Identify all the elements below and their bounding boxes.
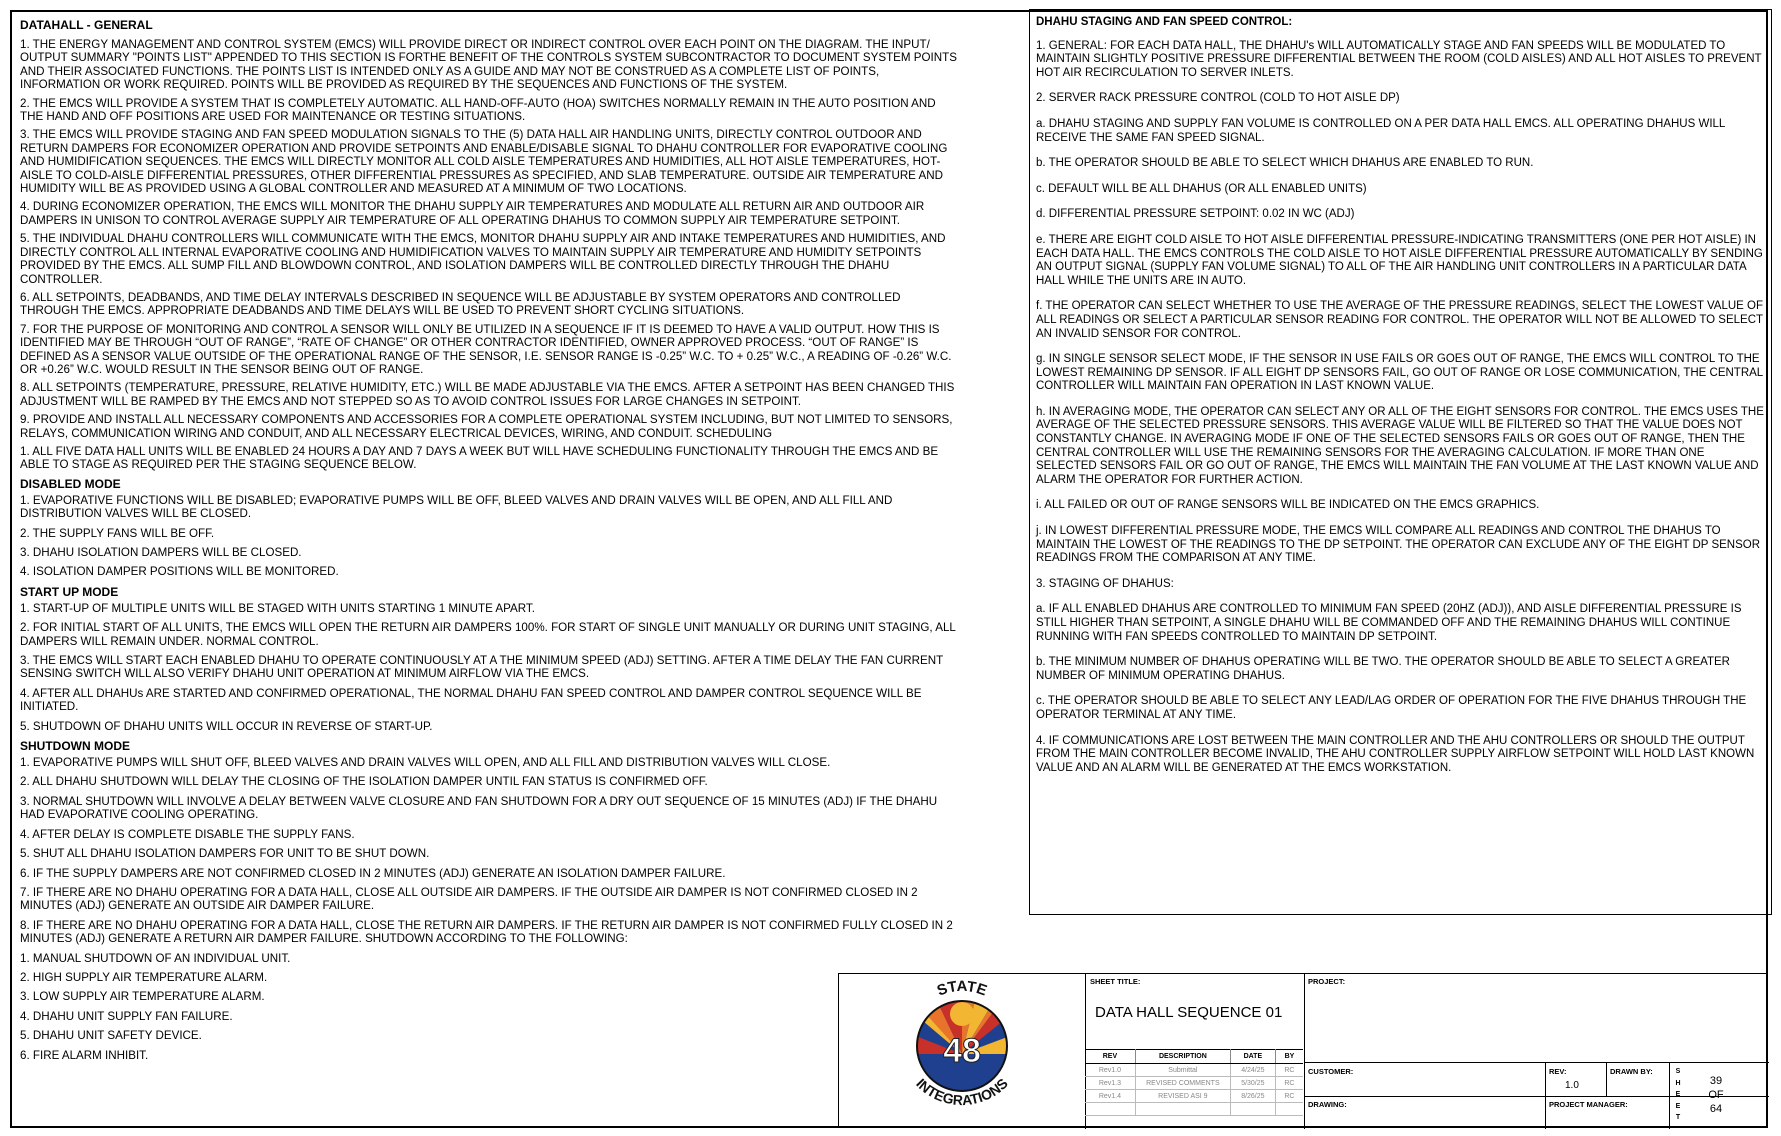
sheet-total: 64 xyxy=(1709,1103,1723,1115)
revision-row xyxy=(1085,1064,1303,1077)
general-note: 4. DURING ECONOMIZER OPERATION, THE EMCS WILL MONITOR THE DHAHU SUPPLY AIR TEMPERATURES AND MODULATE ALL RETURN AIR AND OUTDOOR AIR DAMPERS IN UNISON TO CONTROL AVERAGE SUPPLY AIR TEMPERATURE OF ALL OPERATING DHAHUS TO COMMON SUPPLY AIR TEMPERATURE SETPOINT. xyxy=(20,200,925,227)
rev-desc-cell: REVISED ASI 9 xyxy=(1135,1090,1230,1103)
revision-table xyxy=(1085,1049,1303,1116)
staging-note: 4. IF COMMUNICATIONS ARE LOST BETWEEN THE MAIN CONTROLLER AND THE AHU CONTROLLERS OR SHOULD THE OUTPUT FROM THE MAIN CONTROLLER BECOME INVALID, THE AHU CONTROLLER SUPPLY AIRFLOW SETPOINT WILL HOLD LAST KNOWN VALUE AND AN ALARM WILL BE GENERATED AT THE EMCS WORKSTATION. xyxy=(1036,734,1755,774)
rev-desc-cell: REVISED COMMENTS xyxy=(1135,1077,1230,1090)
rev-date-cell: 8/26/25 xyxy=(1230,1090,1275,1103)
general-note: 2. THE EMCS WILL PROVIDE A SYSTEM THAT IS COMPLETELY AUTOMATIC. ALL HAND-OFF-AUTO (HOA) SWITCHES NORMALLY REMAIN IN THE AUTO POSITION AND THE HAND AND OFF POSITIONS ARE USED FOR MAINTENANCE OR TESTING SITUATIONS. xyxy=(20,96,936,124)
rev-value: 1.0 xyxy=(1565,1080,1579,1091)
sheet-label xyxy=(1673,1066,1683,1124)
sheet-letter: H xyxy=(1675,1079,1681,1087)
general-note: 7. FOR THE PURPOSE OF MONITORING AND CONTROL A SENSOR WILL ONLY BE UTILIZED IN A SEQUENCE IF IT IS DEEMED TO HAVE A VALID OUTPUT. HOW THIS IS IDENTIFIED MAY BE THROUGH “OUT OF RANGE”, “RATE OF CHANGE” OR OTHER CONTRACTOR IDENTIFIED, OWNER APPROVED PROCESS. “OUT OF RANGE” IS DEFINED AS A SENSOR VALUE OUTSIDE OF THE OPERATIONAL RANGE OF THE SENSOR, I.E. SENSOR RANGE IS -0.25” W.C. TO + 0.25” W.C., A READING OF -0.26” W.C. OR +0.26” W.C. WOULD RESULT IN THE SENSOR BEING OUT OF RANGE. xyxy=(20,322,952,376)
staging-note: j. IN LOWEST DIFFERENTIAL PRESSURE MODE, THE EMCS WILL COMPARE ALL READINGS AND CONTROL THE DHAHUS TO MAINTAIN THE LOWEST OF THE READINGS TO THE DP SETPOINT. THE OPERATOR CAN EXCLUDE ANY OF THE EIGHT DP SENSOR READINGS FROM THE COMPARISON AT ANY TIME. xyxy=(1036,525,1761,565)
disabled-note: 2. THE SUPPLY FANS WILL BE OFF. xyxy=(20,526,215,540)
title-block xyxy=(838,973,1768,1128)
staging-note: b. THE OPERATOR SHOULD BE ABLE TO SELECT WHICH DHAHUS ARE ENABLED TO RUN. xyxy=(1036,157,1534,170)
sheet-letter: T xyxy=(1675,1114,1681,1121)
staging-note: f. THE OPERATOR CAN SELECT WHETHER TO USE THE AVERAGE OF THE PRESSURE READINGS, SELECT THE LOWEST VALUE OF ALL READINGS OR SELECT A PARTICULAR SENSOR READING FOR CONTROL. THE OPERATOR WILL NOT BE ALLOWED TO SELECT AN INVALID SENSOR FOR CONTROL. xyxy=(1036,300,1764,340)
description-header: DESCRIPTION xyxy=(1135,1050,1230,1064)
general-note: 1. ALL FIVE DATA HALL UNITS WILL BE ENABLED 24 HOURS A DAY AND 7 DAYS A WEEK BUT WILL HAVE SCHEDULING FUNCTIONALITY THROUGH THE EMCS AND BE ABLE TO STAGE AS REQUIRED PER THE STAGING SEQUENCE BELOW. xyxy=(20,444,939,472)
sheet-num: 39 xyxy=(1709,1075,1723,1087)
shutdown-note: 2. HIGH SUPPLY AIR TEMPERATURE ALARM. xyxy=(20,970,268,984)
sheet-title-label: SHEET TITLE: xyxy=(1090,977,1141,986)
rev-date-cell: 4/24/25 xyxy=(1230,1064,1275,1077)
startup-note: 2. FOR INITIAL START OF ALL UNITS, THE EMCS WILL OPEN THE RETURN AIR DAMPERS 100%. FOR START OF SINGLE UNIT MANUALLY OR DURING UNIT STAGING, ALL DAMPERS WILL REMAIN UNDER. NORMAL CONTROL. xyxy=(20,621,956,648)
disabled-note: 3. DHAHU ISOLATION DAMPERS WILL BE CLOSED. xyxy=(20,546,302,559)
shutdown-note: 7. IF THERE ARE NO DHAHU OPERATING FOR A DATA HALL, CLOSE ALL OUTSIDE AIR DAMPERS. IF THE OUTSIDE AIR DAMPER IS NOT CONFIRMED CLOSED IN 2 MINUTES (ADJ) GENERATE AN OUTSIDE AIR DAMPER FAILURE. xyxy=(20,885,918,913)
drawing-label: DRAWING: xyxy=(1308,1100,1347,1109)
staging-note: c. THE OPERATOR SHOULD BE ABLE TO SELECT ANY LEAD/LAG ORDER OF OPERATION FOR THE FIVE DHAHUS THROUGH THE OPERATOR TERMINAL AT ANY TIME. xyxy=(1036,695,1747,721)
shutdown-note: 6. IF THE SUPPLY DAMPERS ARE NOT CONFIRMED CLOSED IN 2 MINUTES (ADJ) GENERATE AN ISOLATION DAMPER FAILURE. xyxy=(20,866,726,880)
staging-note: g. IN SINGLE SENSOR SELECT MODE, IF THE SENSOR IN USE FAILS OR GOES OUT OF RANGE, THE EMCS WILL CONTROL TO THE LOWEST REMAINING DP SENSOR. IF ALL EIGHT DP SENSORS FAIL, GO OUT OF RANGE OR LOSE COMMUNICATION, THE CENTRAL CONTROLLER WILL MAINTAIN FAN OPERATION IN LAST KNOWN VALUE. xyxy=(1036,353,1763,393)
rev-date-cell: 5/30/25 xyxy=(1230,1077,1275,1090)
shutdown-note: 1. EVAPORATIVE PUMPS WILL SHUT OFF, BLEED VALVES AND DRAIN VALVES WILL OPEN, AND ALL FILL AND DISTRIBUTION VALVES WILL CLOSE. xyxy=(20,756,831,770)
staging-note: 1. GENERAL: FOR EACH DATA HALL, THE DHAHU's WILL AUTOMATICALLY STAGE AND FAN SPEEDS WILL BE MODULATED TO MAINTAIN SLIGHTLY POSITIVE PRESSURE DIFFERENTIAL BETWEEN THE ROOM (COLD AISLES) AND ALL HOT AISLES TO PREVENT HOT AIR RECIRCULATION TO SERVER INLETS. xyxy=(1036,39,1762,79)
section-title-shutdown: SHUTDOWN MODE xyxy=(20,739,130,754)
revision-header-row xyxy=(1085,1050,1303,1064)
general-note: 5. THE INDIVIDUAL DHAHU CONTROLLERS WILL COMMUNICATE WITH THE EMCS, MONITOR DHAHU SUPPLY AIR AND INTAKE TEMPERATURES AND HUMIDITIES, AND DIRECTLY CONTROL ALL INTERNAL EVAPORATIVE COOLING AND HUMIDIFICATION VALVES TO MAINTAIN SUPPLY AIR TEMPERATURE AND HUMIDITY SETPOINTS PROVIDED BY THE EMCS. ALL SUMP FILL AND BLOWDOWN CONTROL, AND ISOLATION DAMPERS WILL BE CONTROLLED DIRECTLY THROUGH THE DHAHU CONTROLLER. xyxy=(20,232,946,286)
shutdown-note: 2. ALL DHAHU SHUTDOWN WILL DELAY THE CLOSING OF THE ISOLATION DAMPER UNTIL FAN STATUS IS CONFIRMED OFF. xyxy=(20,775,708,789)
shutdown-note: 4. AFTER DELAY IS COMPLETE DISABLE THE SUPPLY FANS. xyxy=(20,827,355,841)
shutdown-note: 8. IF THERE ARE NO DHAHU OPERATING FOR A DATA HALL, CLOSE THE RETURN AIR DAMPERS. IF THE RETURN AIR DAMPER IS NOT CONFIRMED FULLY CLOSED IN 2 MINUTES (ADJ) GENERATE A RETURN AIR DAMPER FAILURE. SHUTDOWN ACCORDING TO THE FOLLOWING: xyxy=(20,918,953,946)
logo-number: 48 xyxy=(943,1032,981,1070)
by-header: BY xyxy=(1275,1050,1303,1064)
rev-by-cell: RC xyxy=(1275,1064,1303,1077)
rev-by-cell: RC xyxy=(1275,1090,1303,1103)
left-notes-column xyxy=(20,18,960,1068)
section-title-startup: START UP MODE xyxy=(20,584,119,599)
revision-row xyxy=(1085,1090,1303,1103)
general-note: 3. THE EMCS WILL PROVIDE STAGING AND FAN SPEED MODULATION SIGNALS TO THE (5) DATA HALL AIR HANDLING UNITS, DIRECTLY CONTROL OUTDOOR AND RETURN DAMPERS FOR ECONOMIZER OPERATION AND PROVIDE SETPOINTS AND ENABLE/DISABLE SIGNAL TO DHAHU CONTROLLER FOR EVAPORATIVE COOLING AND HUMIDIFICATION SEQUENCES. THE EMCS WILL DIRECTLY MONITOR ALL COLD AISLE TEMPERATURES AND HUMIDITIES, ALL HOT AISLE TEMPERATURES, HOT-AISLE TO COLD-AISLE DIFFERENTIAL PRESSURES, OTHER DIFFERENTIAL PRESSURES AS SPECIFIED, AND SLAB TEMPERATURE. OUTSIDE AIR TEMPERATURE AND HUMIDITY WILL BE AS PROVIDED USING A GLOBAL CONTROLLER AND MEASURED AT A MINIMUM OF TWO LOCATIONS. xyxy=(20,128,948,196)
startup-note: 1. START-UP OF MULTIPLE UNITS WILL BE STAGED WITH UNITS STARTING 1 MINUTE APART. xyxy=(20,601,535,615)
shutdown-note: 5. DHAHU UNIT SAFETY DEVICE. xyxy=(20,1029,202,1043)
rev-by-cell: RC xyxy=(1275,1077,1303,1090)
right-notes-box xyxy=(1029,9,1772,915)
shutdown-note: 6. FIRE ALARM INHIBIT. xyxy=(20,1048,149,1062)
general-note: 9. PROVIDE AND INSTALL ALL NECESSARY COMPONENTS AND ACCESSORIES FOR A COMPLETE OPERATIONAL SYSTEM INCLUDING, BUT NOT LIMITED TO SENSORS, RELAYS, COMMUNICATION WIRING AND CONDUIT, AND ALL NECESSARY ELECTRICAL DEVICES, WIRING, AND CONDUIT. SCHEDULING xyxy=(20,413,953,440)
general-note: 8. ALL SETPOINTS (TEMPERATURE, PRESSURE, RELATIVE HUMIDITY, ETC.) WILL BE MADE ADJUSTABLE VIA THE EMCS. AFTER A SETPOINT HAS BEEN CHANGED THIS ADJUSTMENT WILL BE RAMPED BY THE EMCS AND NOT STEPPED SO AS TO AVOID CONTROL ISSUES FOR LARGE CHANGES IN SETPOINT. xyxy=(20,381,955,408)
shutdown-note: 4. DHAHU UNIT SUPPLY FAN FAILURE. xyxy=(20,1009,233,1023)
staging-note: 2. SERVER RACK PRESSURE CONTROL (COLD TO HOT AISLE DP) xyxy=(1036,92,1400,105)
staging-note: e. THERE ARE EIGHT COLD AISLE TO HOT AISLE DIFFERENTIAL PRESSURE-INDICATING TRANSMITTERS (ONE PER HOT AISLE) IN EACH DATA HALL. THE EMCS CONTROLS THE COLD AISLE TO HOT AISLE DIFFERENTIAL PRESSURE AUTOMATICALLY BY SENDING AN OUTPUT SIGNAL (SUPPLY FAN VOLUME SIGNAL) TO ALL OF THE AIR HANDLING UNIT CONTROLLERS IN A PARTICULAR DATA HALL WHILE THE UNITS ARE IN AUTO. xyxy=(1036,233,1763,287)
svg-text:STATE xyxy=(935,978,989,1000)
section-title-staging: DHAHU STAGING AND FAN SPEED CONTROL: xyxy=(1036,16,1293,28)
sheet-letter: E xyxy=(1675,1091,1681,1098)
logo-emblem-icon xyxy=(839,974,1085,1129)
startup-note: 4. AFTER ALL DHAHUs ARE STARTED AND CONFIRMED OPERATIONAL, THE NORMAL DHAHU FAN SPEED CONTROL AND DAMPER CONTROL SEQUENCE WILL BE INITIATED. xyxy=(20,686,922,714)
logo-top-text: STATE xyxy=(934,977,990,1000)
shutdown-note: 3. LOW SUPPLY AIR TEMPERATURE ALARM. xyxy=(20,990,265,1004)
disabled-note: 4. ISOLATION DAMPER POSITIONS WILL BE MONITORED. xyxy=(20,565,339,579)
rev-cell: Rev1.0 xyxy=(1085,1064,1135,1077)
staging-note: a. DHAHU STAGING AND SUPPLY FAN VOLUME IS CONTROLLED ON A PER DATA HALL EMCS. ALL OPERATING DHAHUS WILL RECEIVE THE SAME FAN SPEED SIGNAL. xyxy=(1036,117,1725,144)
date-header: DATE xyxy=(1230,1050,1275,1064)
sheet-of: OF xyxy=(1708,1089,1724,1101)
sheet-number xyxy=(1691,1074,1741,1116)
general-note: 6. ALL SETPOINTS, DEADBANDS, AND TIME DELAY INTERVALS DESCRIBED IN SEQUENCE WILL BE ADJUSTABLE BY SYSTEM OPERATORS AND CONTROLLED THROUGH THE EMCS. APPROPRIATE DEADBANDS AND TIME DELAYS WILL BE USED TO PREVENT SHORT CYCLING SITUATIONS. xyxy=(20,290,901,318)
staging-note: i. ALL FAILED OR OUT OF RANGE SENSORS WILL BE INDICATED ON THE EMCS GRAPHICS. xyxy=(1036,499,1540,512)
general-note: 1. THE ENERGY MANAGEMENT AND CONTROL SYSTEM (EMCS) WILL PROVIDE DIRECT OR INDIRECT CONTROL OVER EACH POINT ON THE DIAGRAM. THE INPUT/ OUTPUT SUMMARY "POINTS LIST" APPENDED TO THIS SECTION IS FORTHE BENEFIT OF THE CONTROLS SYSTEM SUBCONTRACTOR TO DOCUMENT SYSTEM POINTS AND THEIR ASSOCIATED FUNCTIONS. THE POINTS LIST IS INTENDED ONLY AS A GUIDE AND MAY NOT BE CONSTRUED AS A COMPLETE LIST OF POINTS, INFORMATION OR WORK REQUIRED. POINTS WILL BE PROVIDED AS REQUIRED BY THE SEQUENCES AND FUNCTIONS OF THE SYSTEM. xyxy=(20,38,957,92)
customer-label: CUSTOMER: xyxy=(1308,1067,1354,1076)
sheet-letter: S xyxy=(1675,1068,1681,1075)
shutdown-note: 5. SHUT ALL DHAHU ISOLATION DAMPERS FOR UNIT TO BE SHUT DOWN. xyxy=(20,847,430,861)
rev-cell: Rev1.4 xyxy=(1085,1090,1135,1103)
startup-note: 3. THE EMCS WILL START EACH ENABLED DHAHU TO OPERATE CONTINUOUSLY AT A THE MINIMUM SPEED (ADJ) SETTING. AFTER A TIME DELAY THE FAN CURRENT SENSING SWITCH WILL ALSO VERIFY DHAHU UNIT OPERATION AT MINIMUM AIRFLOW VIA THE EMCS. xyxy=(20,654,943,681)
staging-note: b. THE MINIMUM NUMBER OF DHAHUS OPERATING WILL BE TWO. THE OPERATOR SHOULD BE ABLE TO SELECT A GREATER NUMBER OF MINIMUM OPERATING DHAHUS. xyxy=(1036,656,1730,682)
rev-header: REV xyxy=(1085,1050,1135,1064)
logo-bottom-text: INTEGRATIONS xyxy=(913,1075,1011,1109)
staging-note: c. DEFAULT WILL BE ALL DHAHUS (OR ALL ENABLED UNITS) xyxy=(1036,182,1367,195)
rev-label: REV: xyxy=(1549,1067,1567,1076)
section-title-general: DATAHALL - GENERAL xyxy=(20,18,153,32)
rev-desc-cell: Submittal xyxy=(1135,1064,1230,1077)
sheet-title: DATA HALL SEQUENCE 01 xyxy=(1095,1004,1283,1021)
disabled-note: 1. EVAPORATIVE FUNCTIONS WILL BE DISABLED; EVAPORATIVE PUMPS WILL BE OFF, BLEED VALVES AND DRAIN VALVES WILL BE OPEN, AND ALL FILL AND DISTRIBUTION VALVES WILL BE CLOSED. xyxy=(20,493,893,521)
project-label: PROJECT: xyxy=(1308,977,1346,986)
staging-note: 3. STAGING OF DHAHUS: xyxy=(1036,577,1174,590)
staging-note: h. IN AVERAGING MODE, THE OPERATOR CAN SELECT ANY OR ALL OF THE EIGHT SENSORS FOR CONTROL. THE EMCS USES THE AVERAGE OF THE SELECTED PRESSURE SENSORS. THIS AVERAGE VALUE WILL BE FILTERED SO THAT THE VALUE DOES NOT CONSTANTLY CHANGE. IN AVERAGING MODE IF ONE OF THE SELECTED SENSORS FAILS OR GOES OUT OF RANGE, THEN THE CENTRAL CONTROLLER WILL USE THE REMAINING SENSORS FOR THE AVERAGING CALCULATION. IF MORE THAN ONE SELECTED SENSORS FAIL OR GO OUT OF RANGE, THE EMCS WILL MAINTAIN THE FAN VOLUME AT THE LAST KNOWN VALUE AND ALARM THE OPERATOR FOR FURTHER ACTION. xyxy=(1036,405,1764,486)
rev-cell: Rev1.3 xyxy=(1085,1077,1135,1090)
sheet-letter: E xyxy=(1675,1102,1681,1110)
shutdown-note: 3. NORMAL SHUTDOWN WILL INVOLVE A DELAY BETWEEN VALVE CLOSURE AND FAN SHUTDOWN FOR A DRY OUT SEQUENCE OF 15 MINUTES (ADJ) IF THE DHAHU HAD EVAPORATIVE COOLING OPERATING. xyxy=(20,794,938,822)
staging-note: d. DIFFERENTIAL PRESSURE SETPOINT: 0.02 IN WC (ADJ) xyxy=(1036,208,1355,221)
company-logo xyxy=(839,974,1085,1129)
general-notes xyxy=(20,38,960,472)
shutdown-note: 1. MANUAL SHUTDOWN OF AN INDIVIDUAL UNIT. xyxy=(20,951,291,965)
revision-row xyxy=(1085,1077,1303,1090)
startup-note: 5. SHUTDOWN OF DHAHU UNITS WILL OCCUR IN REVERSE OF START-UP. xyxy=(20,719,433,733)
staging-note: a. IF ALL ENABLED DHAHUS ARE CONTROLLED TO MINIMUM FAN SPEED (20HZ (ADJ)), AND AISLE DIFFERENTIAL PRESSURE IS STILL HIGHER THAN SETPOINT, A SINGLE DHAHU WILL BE COMMANDED OFF AND THE REMAINING DHAHUS WILL CONTINUE RUNNING WITH FAN SPEEDS CONTROLLED TO MAINTAIN DP SETPOINT. xyxy=(1036,603,1742,643)
section-title-disabled: DISABLED MODE xyxy=(20,476,121,491)
project-manager-label: PROJECT MANAGER: xyxy=(1549,1100,1628,1109)
drawn-by-label: DRAWN BY: xyxy=(1610,1067,1653,1076)
